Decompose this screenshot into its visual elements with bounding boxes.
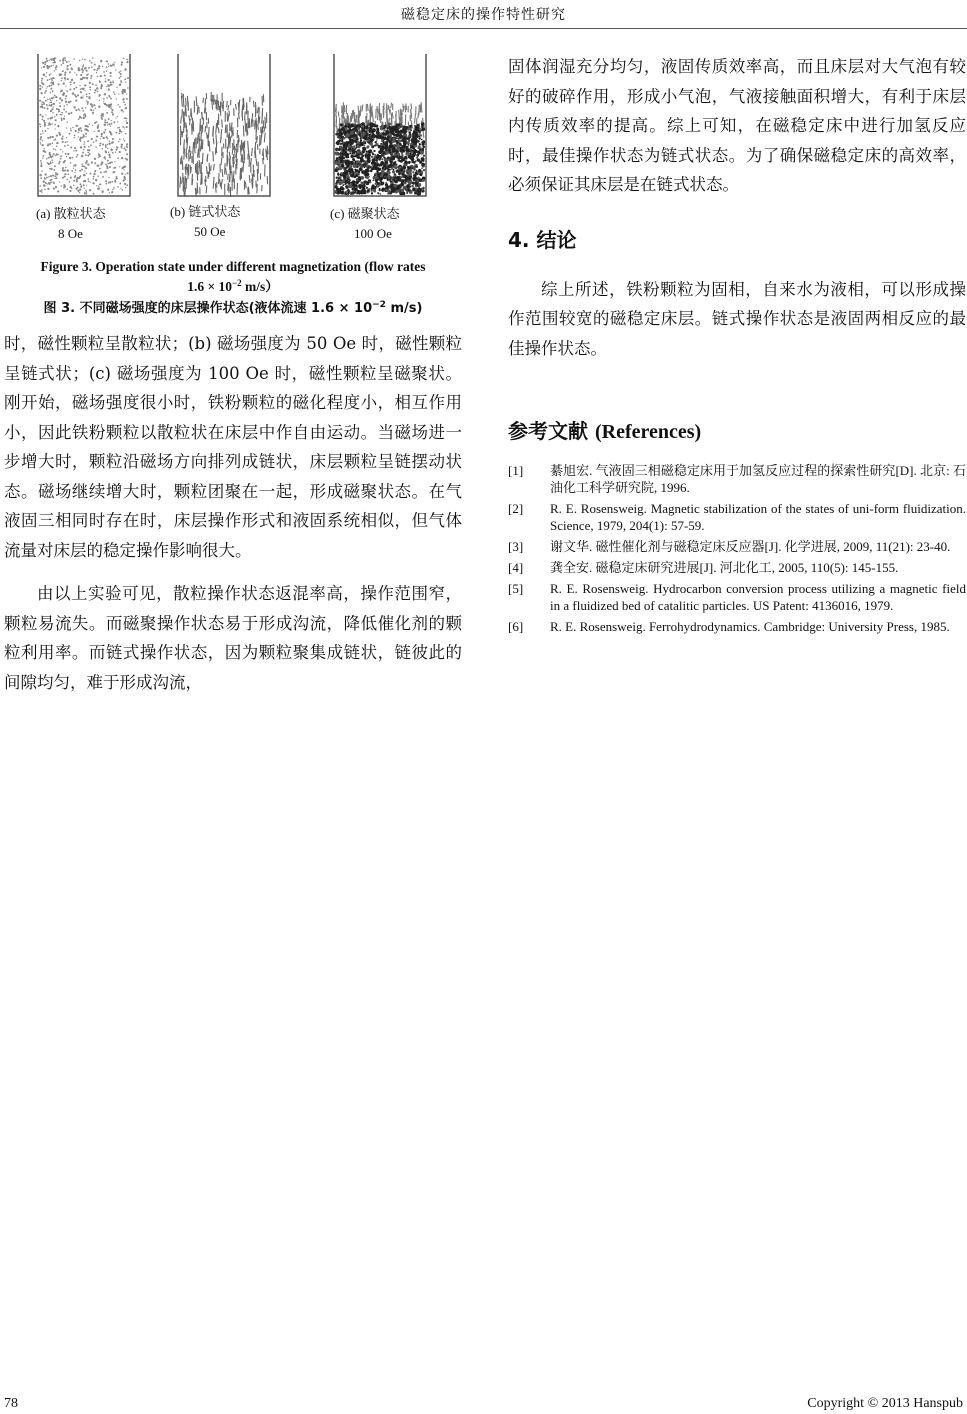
beaker-dispersed-image	[36, 52, 132, 198]
reference-item	[508, 618, 966, 635]
figure-panel-c	[326, 52, 464, 252]
left-paragraph-2: 由以上实验可见，散粒操作状态返混率高，操作范围窄，颗粒易流失。而磁聚操作状态易于形成沟流，降低催化剂的颗粒利用率。而链式操作状态，因为颗粒聚集成链状，链彼此的间隙均匀，难于形成沟流，	[4, 584, 462, 692]
figure-caption-en	[4, 258, 462, 295]
figure-panel-a	[30, 52, 168, 252]
panel-c-label	[330, 204, 470, 244]
right-paragraph-1: 固体润湿充分均匀，液固传质效率高，而且床层对大气泡有较好的破碎作用，形成小气泡，气液接触面积增大，有利于床层内传质效率的提高。综上可知，在磁稳定床中进行加氢反应时，最佳操作状态为链式状态。为了确保磁稳定床的高效率，必须保证其床层是在链式状态。	[508, 57, 966, 194]
caption-en-unit: m/s）	[241, 279, 279, 294]
caption-zh-exponent: −2	[372, 300, 386, 310]
panel-a-state: (a) 散粒状态	[36, 206, 106, 221]
reference-number: [5]	[508, 581, 524, 596]
figure-3	[4, 52, 462, 252]
figure-panel-b	[170, 52, 308, 252]
caption-en-exponent: −2	[232, 278, 242, 288]
reference-text: 谢文华. 磁性催化剂与磁稳定床反应器[J]. 化学进展, 2009, 11(21): 23-40.	[550, 539, 951, 554]
beaker-chain-image	[176, 52, 272, 198]
reference-number: [6]	[508, 619, 524, 634]
reference-number: [3]	[508, 539, 524, 554]
references-title-en: (References)	[594, 421, 702, 443]
reference-item	[508, 500, 966, 534]
reference-text: R. E. Rosensweig. Magnetic stabilization of the states of uni-form fluidization. Science, 1979, 204(1): 57-59.	[550, 501, 966, 533]
references-title-zh: 参考文献	[508, 419, 588, 443]
reference-list	[508, 462, 966, 635]
running-title: 磁稳定床的操作特性研究	[401, 7, 566, 23]
section-4-paragraph: 综上所述，铁粉颗粒为固相，自来水为液相，可以形成操作范围较宽的磁稳定床层。链式操作状态是液固两相反应的最佳操作状态。	[508, 279, 966, 358]
reference-text: R. E. Rosensweig. Ferrohydrodynamics. Cambridge: University Press, 1985.	[550, 619, 950, 634]
reference-number: [4]	[508, 560, 524, 575]
references-title	[508, 415, 966, 444]
copyright: Copyright © 2013 Hanspub	[807, 1396, 963, 1411]
reference-text: 綦旭宏. 气液固三相磁稳定床用于加氢反应过程的探索性研究[D]. 北京: 石油化工科学研究院, 1996.	[550, 463, 966, 495]
header-rule	[0, 28, 967, 29]
panel-b-label	[170, 202, 310, 242]
caption-en-line1: Figure 3. Operation state under different magnetization (flow rates	[40, 259, 426, 274]
reference-number: [1]	[508, 463, 524, 478]
reference-item	[508, 538, 966, 555]
figure-caption-zh	[4, 297, 462, 317]
section-4-title: 4. 结论	[508, 227, 577, 252]
reference-item	[508, 559, 966, 576]
caption-zh-text: 图 3. 不同磁场强度的床层操作状态(液体流速 1.6 × 10	[43, 301, 373, 316]
reference-number: [2]	[508, 501, 524, 516]
page-number: 78	[4, 1396, 18, 1411]
caption-zh-unit: m/s)	[385, 301, 423, 316]
panel-a-label	[36, 204, 176, 244]
panel-c-field: 100 Oe	[354, 226, 392, 241]
caption-en-value: 1.6 × 10	[187, 279, 233, 294]
panel-a-field: 8 Oe	[58, 226, 83, 241]
beaker-aggregated-image	[332, 52, 428, 198]
panel-b-field: 50 Oe	[194, 224, 226, 239]
left-column	[4, 52, 462, 697]
reference-text: 龚全安. 磁稳定床研究进展[J]. 河北化工, 2005, 110(5): 145-155.	[550, 560, 899, 575]
left-paragraph-1: 时，磁性颗粒呈散粒状；(b) 磁场强度为 50 Oe 时，磁性颗粒呈链式状；(c) 磁场强度为 100 Oe 时，磁性颗粒呈磁聚状。刚开始，磁场强度很小时，铁粉颗粒的磁化程度小，相互作用小，因此铁粉颗粒以散粒状在床层中作自由运动。当磁场进一步增大时，颗粒沿磁场方向排列成链状，床层颗粒呈链摆动状态。磁场继续增大时，颗粒团聚在一起，形成磁聚状态。在气液固三相同时存在时，床层操作形式和液固系统相似，但气体流量对床层的稳定操作影响很大。	[4, 334, 462, 560]
caption-en-line2	[4, 275, 462, 295]
reference-item	[508, 462, 966, 496]
panel-b-state: (b) 链式状态	[170, 204, 241, 219]
reference-item	[508, 580, 966, 614]
right-column	[508, 52, 966, 639]
reference-text: R. E. Rosensweig. Hydrocarbon conversion process utilizing a magnetic field in a fluidized bed of catalitic particles. US Patent: 4136016, 1979.	[550, 581, 966, 613]
panel-c-state: (c) 磁聚状态	[330, 206, 400, 221]
